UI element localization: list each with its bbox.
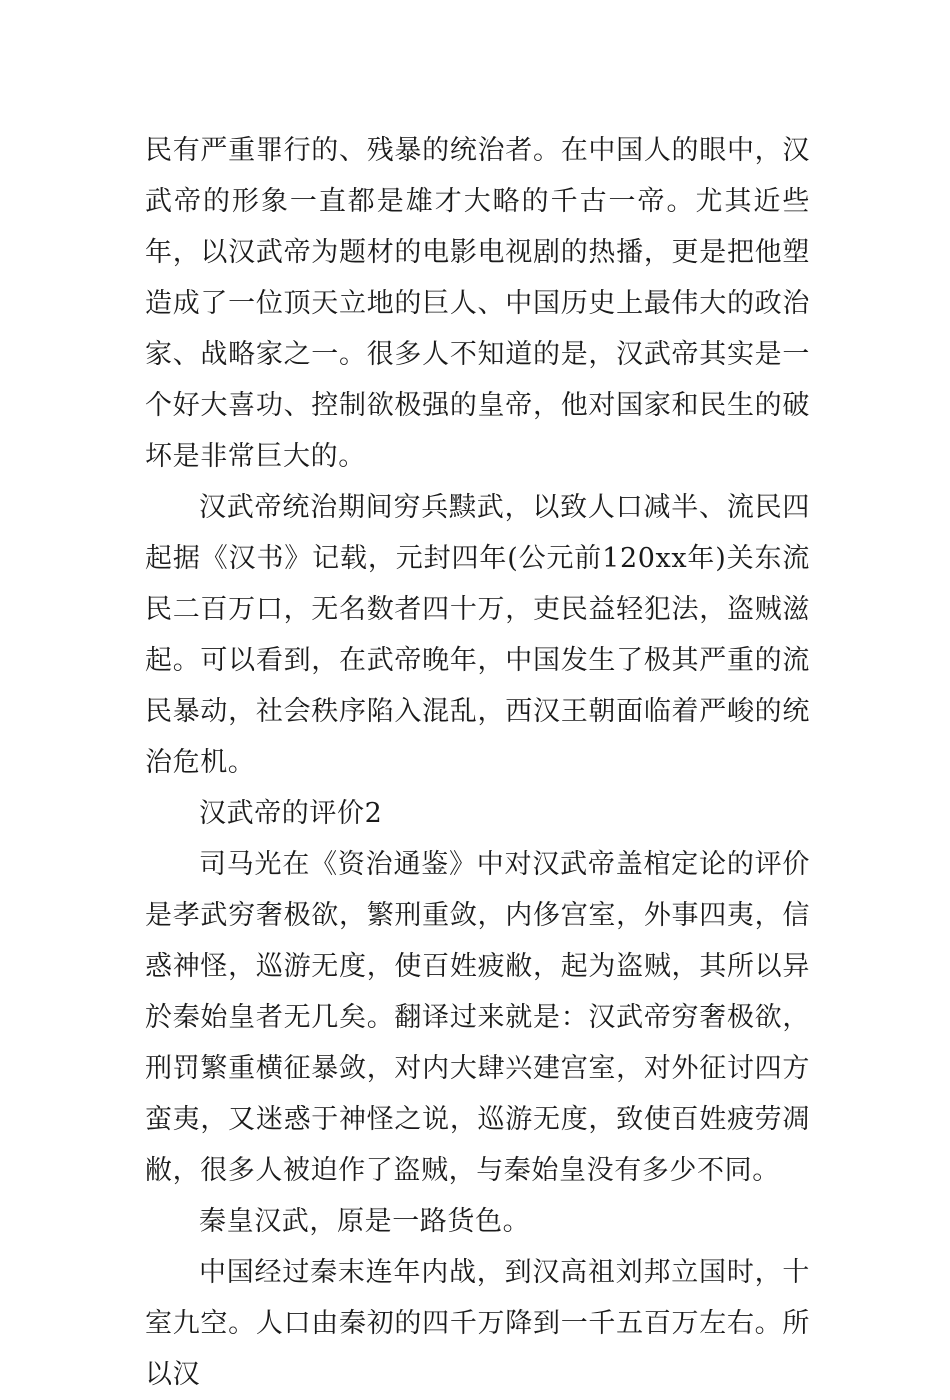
document-body <box>145 125 810 1400</box>
paragraph-5: 中国经过秦末连年内战，到汉高祖刘邦立国时，十室九空。人口由秦初的四千万降到一千五百万左右。所以汉 <box>145 1257 810 1390</box>
paragraph-2: 汉武帝统治期间穷兵黩武，以致人口减半、流民四起据《汉书》记载，元封四年(公元前120xx年)关东流民二百万口，无名数者四十万，吏民益轻犯法，盗贼滋起。可以看到，在武帝晚年，中国发生了极其严重的流民暴动，社会秩序陷入混乱，西汉王朝面临着严峻的统治危机。 <box>145 492 810 778</box>
paragraph-4: 秦皇汉武，原是一路货色。 <box>199 1206 531 1237</box>
paragraph-3: 司马光在《资治通鉴》中对汉武帝盖棺定论的评价是孝武穷奢极欲，繁刑重敛，内侈宫室，外事四夷，信惑神怪，巡游无度，使百姓疲敝，起为盗贼，其所以异於秦始皇者无几矣。翻译过来就是：汉武帝穷奢极欲，刑罚繁重横征暴敛，对内大肆兴建宫室，对外征讨四方蛮夷，又迷惑于神怪之说，巡游无度，致使百姓疲劳凋敝，很多人被迫作了盗贼，与秦始皇没有多少不同。 <box>145 849 810 1186</box>
paragraph-1: 民有严重罪行的、残暴的统治者。在中国人的眼中，汉武帝的形象一直都是雄才大略的千古一帝。尤其近些年，以汉武帝为题材的电影电视剧的热播，更是把他塑造成了一位顶天立地的巨人、中国历史上最伟大的政治家、战略家之一。很多人不知道的是，汉武帝其实是一个好大喜功、控制欲极强的皇帝，他对国家和民生的破坏是非常巨大的。 <box>145 135 810 472</box>
section-heading: 汉武帝的评价2 <box>199 798 383 829</box>
